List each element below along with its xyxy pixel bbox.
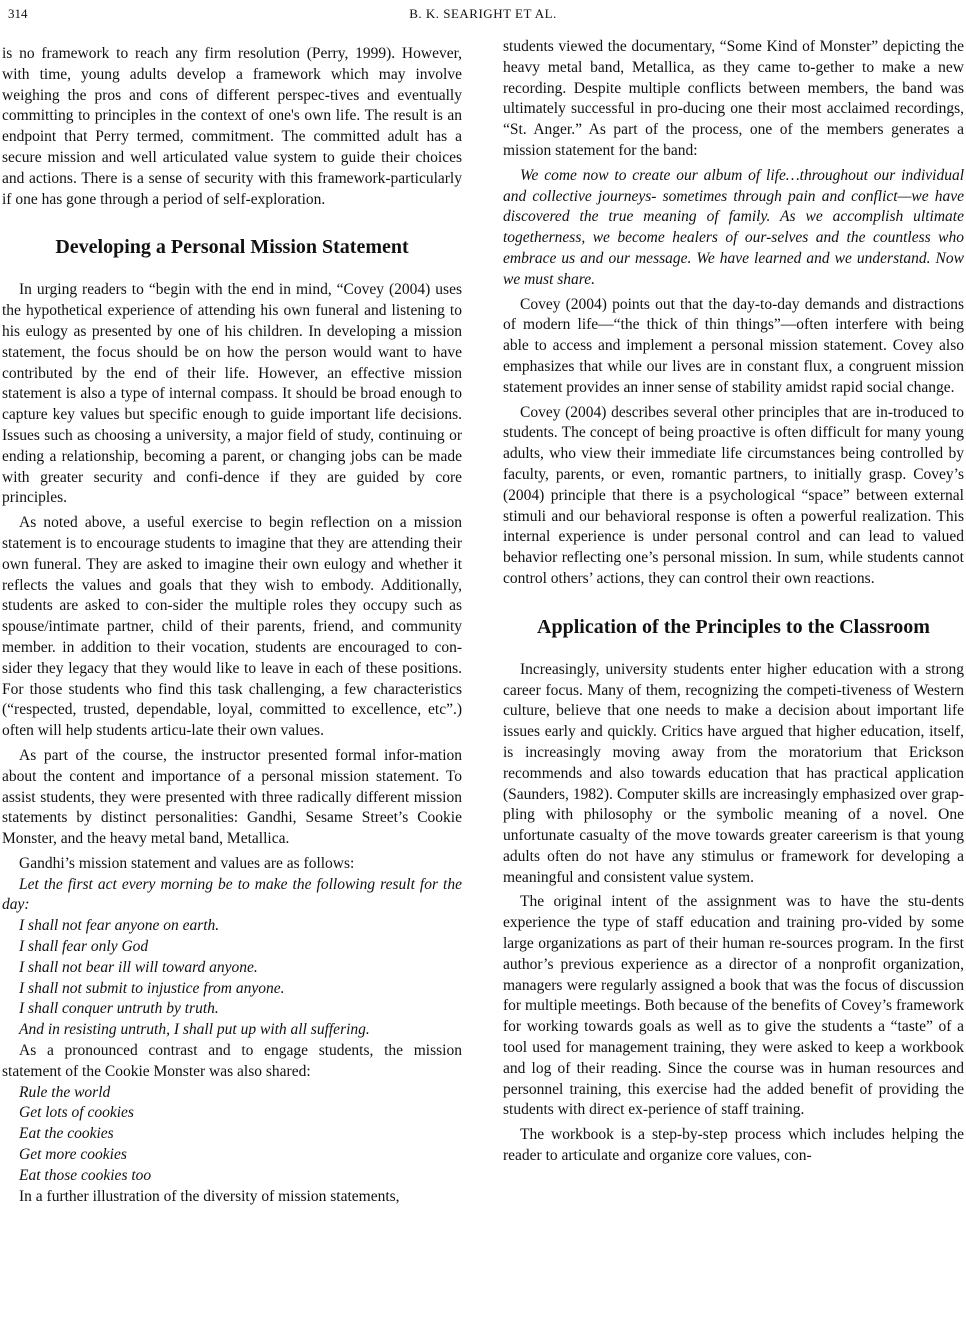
section-heading-application: Application of the Principles to the Classroom: [537, 615, 930, 638]
paragraph-cookie-intro: As a pronounced contrast and to engage students, the mission statement of the Cookie Monster was also shared:: [2, 1042, 462, 1080]
gandhi-line: I shall conquer untruth by truth.: [19, 1000, 219, 1018]
paragraph-metallica-quote: We come now to create our album of life…throughout our individual and collective journeys- sometimes through pain and conflict—we have discovered the true meaning of family. As we accomplish ultimate togetherness, we become healers of our-selves and the countless who embrace us and our message. We have learned and we understand. Now we must share.: [503, 166, 964, 288]
cookie-line: Eat the cookies: [19, 1125, 114, 1143]
cookie-line: Eat those cookies too: [19, 1166, 152, 1184]
gandhi-line: I shall fear only God: [19, 938, 149, 956]
paragraph-covey: In urging readers to “begin with the end in mind, “Covey (2004) uses the hypothetical experience of attending his own funeral and listening to his eulogy as presented by one of his children. In developing a mission statement, the focus should be on how the person would want to have contributed by the end of their life. However, an effective mission statement is also a type of internal compass. It should be broad enough to capture key values but specific enough to guide important life decisions. Issues such as choosing a university, a major field of study, continuing or ending a relationship, becoming a parent, or changing jobs can be made with greater security and confi-dence if they are guided by core principles.: [2, 281, 462, 507]
paragraph-principles: Covey (2004) describes several other principles that are in-troduced to students. The concept of being proactive is often difficult for many young adults, who view their immediate life circumstances being controlled by faculty, parents, or even, romantic partners, to initially grasp. Covey’s (2004) principle that there is a psychological “space” between external stimuli and our behavioral response is often a powerful realization. This internal experience is under personal control and can lead to valued behavior reflecting one’s personal mission. In sum, while students cannot control others’ actions, they can control their own reactions.: [503, 403, 964, 587]
left-column: [2, 44, 462, 1207]
section-heading-mission: Developing a Personal Mission Statement: [55, 236, 409, 259]
running-header: [0, 6, 966, 26]
paragraph-gandhi-intro: Gandhi’s mission statement and values are as follows:: [19, 854, 355, 872]
paragraph-noted: As noted above, a useful exercise to begin reflection on a mission statement is to encourage students to imagine that they are attending their own funeral. They are asked to imagine their own eulogy and whether it reflects the values and goals that they wish to embody. Additionally, students are asked to con-sider the multiple roles they occupy such as spouse/intimate partner, child of their parents, friend, and community member. in addition to their vocation, students are encouraged to con-sider they legacy that they would like to leave in each of these positions. For those students who find this task challenging, a few characteristics (“respected, trusted, dependable, loyal, committed to excellence, etc”.) often will help students articu-late their own values.: [2, 514, 462, 740]
paragraph-course: As part of the course, the instructor presented formal infor-mation about the content and importance of a personal mission statement. To assist students, they were presented with three radically different mission statements by distinct personalities: Gandhi, Sesame Street’s Cookie Monster, and the heavy metal band, Metallica.: [2, 746, 462, 848]
gandhi-line: I shall not submit to injustice from anyone.: [19, 979, 285, 997]
running-title: B. K. SEARIGHT ET AL.: [409, 6, 557, 21]
gandhi-line: I shall not fear anyone on earth.: [19, 917, 220, 935]
paragraph-gandhi-first: Let the first act every morning be to make the following result for the day:: [2, 875, 462, 914]
page-number: 314: [8, 6, 28, 21]
paragraph-day-to-day: Covey (2004) points out that the day-to-day demands and distractions of modern life—“the thick of thin things”—often interfere with being able to access and implement a personal mission statement. Covey also emphasizes that while our lives are in constant flux, a congruent mission statement provides an inner sense of stability amidst rapid social change.: [503, 295, 964, 396]
paragraph-increasingly: Increasingly, university students enter higher education with a strong career focus. Many of them, recognizing the competi-tiveness of Western culture, believe that one needs to make a decision about important life issues early and quickly. Critics have argued that higher education, itself, is increasingly moving away from the moratorium that Erickson recommends and also towards education that has practical application (Saunders, 1982). Computer skills are increasingly emphasized over grap-pling with philosophy or the symbolic meaning of a novel. One unfortunate casualty of the move towards greater careerism is that young adults often do not have any stimulus or framework for developing a meaningful and consistent value system.: [503, 660, 964, 886]
cookie-line: Get more cookies: [19, 1146, 127, 1164]
paragraph-intro: is no framework to reach any firm resolution (Perry, 1999). However, with time, young adults develop a framework which may involve weighing the pros and cons of different perspec-tives and eventually committing to principles in the context of one's own life. The result is an endpoint that Perry termed, commitment. The committed adult has a secure mission and well articulated value system to guide their choices and actions. There is a sense of security with this framework-particularly if one has gone through a period of self-exploration.: [2, 45, 462, 208]
gandhi-line: I shall not bear ill will toward anyone.: [19, 958, 258, 976]
paragraph-students: students viewed the documentary, “Some Kind of Monster” depicting the heavy metal band, Metallica, as they came to-gether to make a new recording. Despite multiple conflicts between members, the band was ultimately successful in pro-ducing one their most acclaimed recordings, “St. Anger.” As part of the process, one of the members generates a mission statement for the band:: [503, 38, 964, 159]
paragraph-original: The original intent of the assignment was to have the stu-dents experience the type of staff education and training pro-vided by some large organizations as part of their human re-sources program. In the first author’s previous experience as a director of a nonprofit organization, managers were regularly assigned a book that was the focus of discussion for multiple meetings. Both because of the benefits of Covey’s framework for working towards goals as well as to give the students a “taste” of a tool used for management training, they were asked to keep a workbook and log of their reading. Since the course was in human resources and personnel training, this exercise had the added benefit of providing the students with direct ex-perience of staff training.: [503, 893, 964, 1119]
right-column: [503, 37, 964, 1167]
cookie-line: Get lots of cookies: [19, 1104, 134, 1122]
paragraph-further: In a further illustration of the diversity of mission statements,: [19, 1187, 400, 1205]
cookie-line: Rule the world: [19, 1083, 111, 1101]
paragraph-workbook: The workbook is a step-by-step process which includes helping the reader to articulate and organize core values, con-: [503, 1126, 964, 1165]
gandhi-line: And in resisting untruth, I shall put up with all suffering.: [19, 1021, 370, 1039]
